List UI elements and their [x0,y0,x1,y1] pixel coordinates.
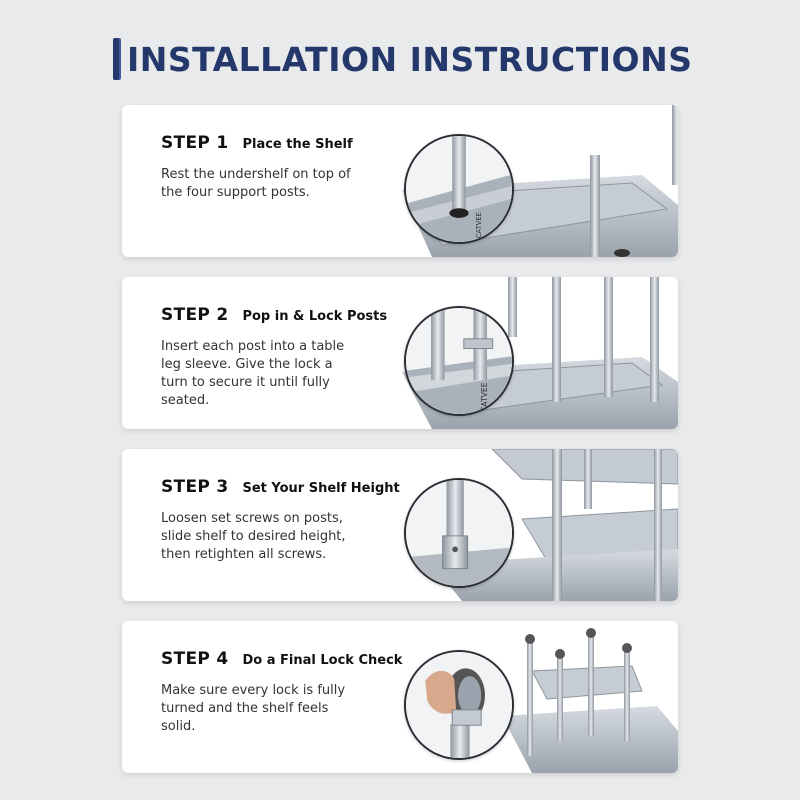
step-description: Loosen set screws on posts, slide shelf to desired height, then retighten all screws. [161,511,346,562]
step-card-3 [122,449,678,601]
svg-text:CATVEE: CATVEE [475,212,484,239]
svg-text:CATVEE: CATVEE [479,382,489,413]
step-text-2 [161,305,391,410]
header [113,38,692,80]
step-number: STEP 4 [161,649,229,669]
step-number: STEP 3 [161,477,229,497]
step-text-1 [161,133,391,202]
step-description: Make sure every lock is fully turned and the shelf feels solid. [161,683,346,734]
step-description: Insert each post into a table leg sleeve. Give the lock a turn to secure it until fully seated. [161,339,345,408]
zoom-detail-circle [404,650,514,760]
step-number: STEP 1 [161,133,229,153]
title-accent-bar [113,38,119,80]
step-text-4 [161,649,403,736]
step-text-3 [161,477,400,564]
step-card-2 [122,277,678,429]
step-card-4 [122,621,678,773]
step-title: Set Your Shelf Height [242,481,400,496]
step-title: Place the Shelf [242,137,353,152]
step-title: Pop in & Lock Posts [242,309,388,324]
zoom-detail-circle [404,478,514,588]
step-number: STEP 2 [161,305,229,325]
zoom-detail-circle [404,134,514,244]
zoom-detail-circle [404,306,514,416]
page-title: INSTALLATION INSTRUCTIONS [127,39,693,79]
step-description: Rest the undershelf on top of the four support posts. [161,167,351,200]
step-card-1 [122,105,678,257]
step-title: Do a Final Lock Check [242,653,403,668]
